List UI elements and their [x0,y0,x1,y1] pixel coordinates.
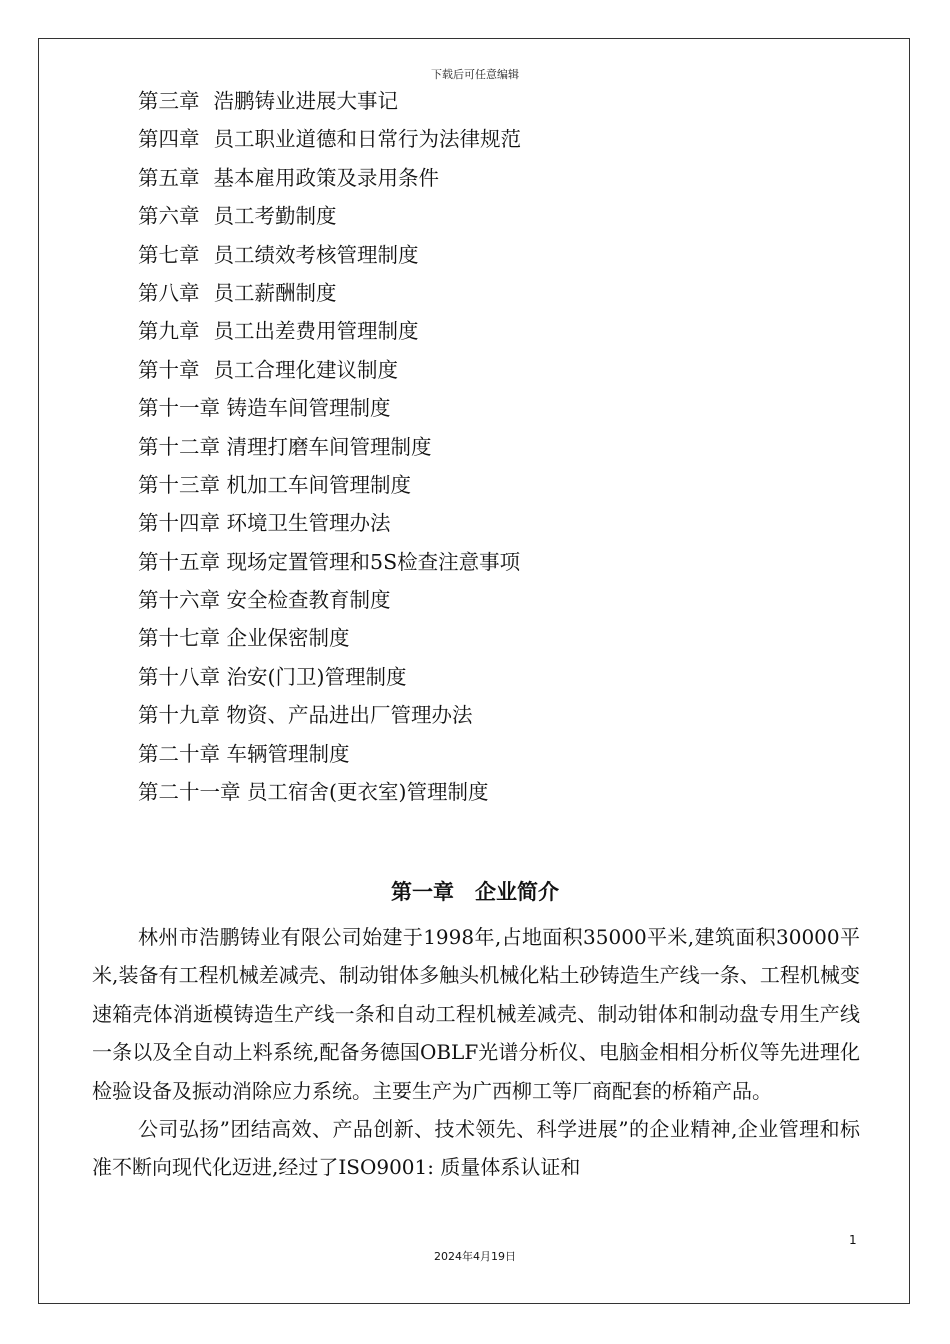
toc-chapter-number: 第十二章 [138,434,220,459]
toc-chapter-title: 现场定置管理和5S检查注意事项 [226,549,521,574]
toc-item [138,274,521,312]
toc-chapter-number: 第十八章 [138,664,220,689]
toc-chapter-number: 第五章 [138,165,200,190]
toc-item [138,312,521,350]
toc-chapter-number: 第十九章 [138,703,220,728]
toc-chapter-title: 员工绩效考核管理制度 [213,242,419,267]
table-of-contents [138,82,521,811]
toc-item [138,351,521,389]
toc-chapter-number: 第四章 [138,127,200,152]
toc-item [138,735,521,773]
toc-chapter-title: 员工出差费用管理制度 [213,319,419,344]
toc-item [138,82,521,120]
toc-item [138,658,521,696]
toc-item [138,619,521,657]
toc-chapter-number: 第十章 [138,357,200,382]
toc-chapter-title: 环境卫生管理办法 [226,511,391,536]
toc-item [138,466,521,504]
toc-chapter-number: 第六章 [138,204,200,229]
toc-chapter-title: 车辆管理制度 [226,741,350,766]
toc-item [138,428,521,466]
toc-chapter-title: 机加工车间管理制度 [226,472,412,497]
toc-chapter-title: 员工合理化建议制度 [213,357,398,382]
toc-chapter-number: 第三章 [138,89,200,113]
page-footer-date: 2024年4月19日 [434,1250,516,1263]
toc-chapter-title: 员工宿舍(更衣室)管理制度 [247,780,489,805]
toc-chapter-number: 第十一章 [138,396,220,421]
toc-chapter-title: 治安(门卫)管理制度 [226,664,407,689]
chapter-heading: 第一章 企业简介 [391,879,559,904]
toc-chapter-number: 第十五章 [138,549,220,574]
toc-item [138,696,521,734]
toc-chapter-title: 员工薪酬制度 [213,280,337,305]
toc-item [138,543,521,581]
toc-item [138,197,521,235]
toc-chapter-title: 安全检查教育制度 [226,588,391,613]
toc-chapter-number: 第十三章 [138,472,220,497]
toc-chapter-title: 铸造车间管理制度 [226,396,391,421]
toc-chapter-title: 物资、产品进出厂管理办法 [226,703,473,728]
toc-item [138,236,521,274]
toc-chapter-number: 第九章 [138,319,200,344]
toc-item [138,581,521,619]
page-number: 1 [849,1233,857,1247]
toc-item [138,504,521,542]
page-header: 下载后可任意编辑 [431,68,519,81]
toc-chapter-number: 第二十章 [138,741,220,766]
toc-chapter-number: 第八章 [138,280,200,305]
toc-chapter-title: 员工考勤制度 [213,204,337,229]
toc-chapter-title: 浩鹏铸业进展大事记 [213,89,398,113]
toc-item [138,120,521,158]
toc-chapter-number: 第十四章 [138,511,220,536]
toc-item [138,773,521,811]
toc-item [138,389,521,427]
toc-chapter-number: 第十七章 [138,626,220,651]
toc-chapter-number: 第二十一章 [138,780,241,805]
toc-chapter-number: 第七章 [138,242,200,267]
toc-item [138,159,521,197]
chapter-body [92,918,860,1187]
body-paragraph: 公司弘扬”团结高效、产品创新、技术领先、科学进展”的企业精神,企业管理和标准不断向现代化迈进,经过了ISO9001: 质量体系认证和 [92,1117,860,1180]
toc-chapter-title: 企业保密制度 [226,626,350,651]
body-paragraph: 林州市浩鹏铸业有限公司始建于1998年,占地面积35000平米,建筑面积30000平米,装备有工程机械差减壳、制动钳体多触头机械化粘土砂铸造生产线一条、工程机械变速箱壳体消逝模铸造生产线一条和自动工程机械差减壳、制动钳体和制动盘专用生产线一条以及全自动上料系统,配备务德国OBLF光谱分析仪、电脑金相相分析仪等先进理化检验设备及振动消除应力系统。主要生产为广西柳工等厂商配套的桥箱产品。 [92,925,860,1103]
toc-chapter-number: 第十六章 [138,588,220,613]
toc-chapter-title: 清理打磨车间管理制度 [226,434,432,459]
toc-chapter-title: 基本雇用政策及录用条件 [213,165,439,190]
toc-chapter-title: 员工职业道德和日常行为法律规范 [213,127,521,152]
